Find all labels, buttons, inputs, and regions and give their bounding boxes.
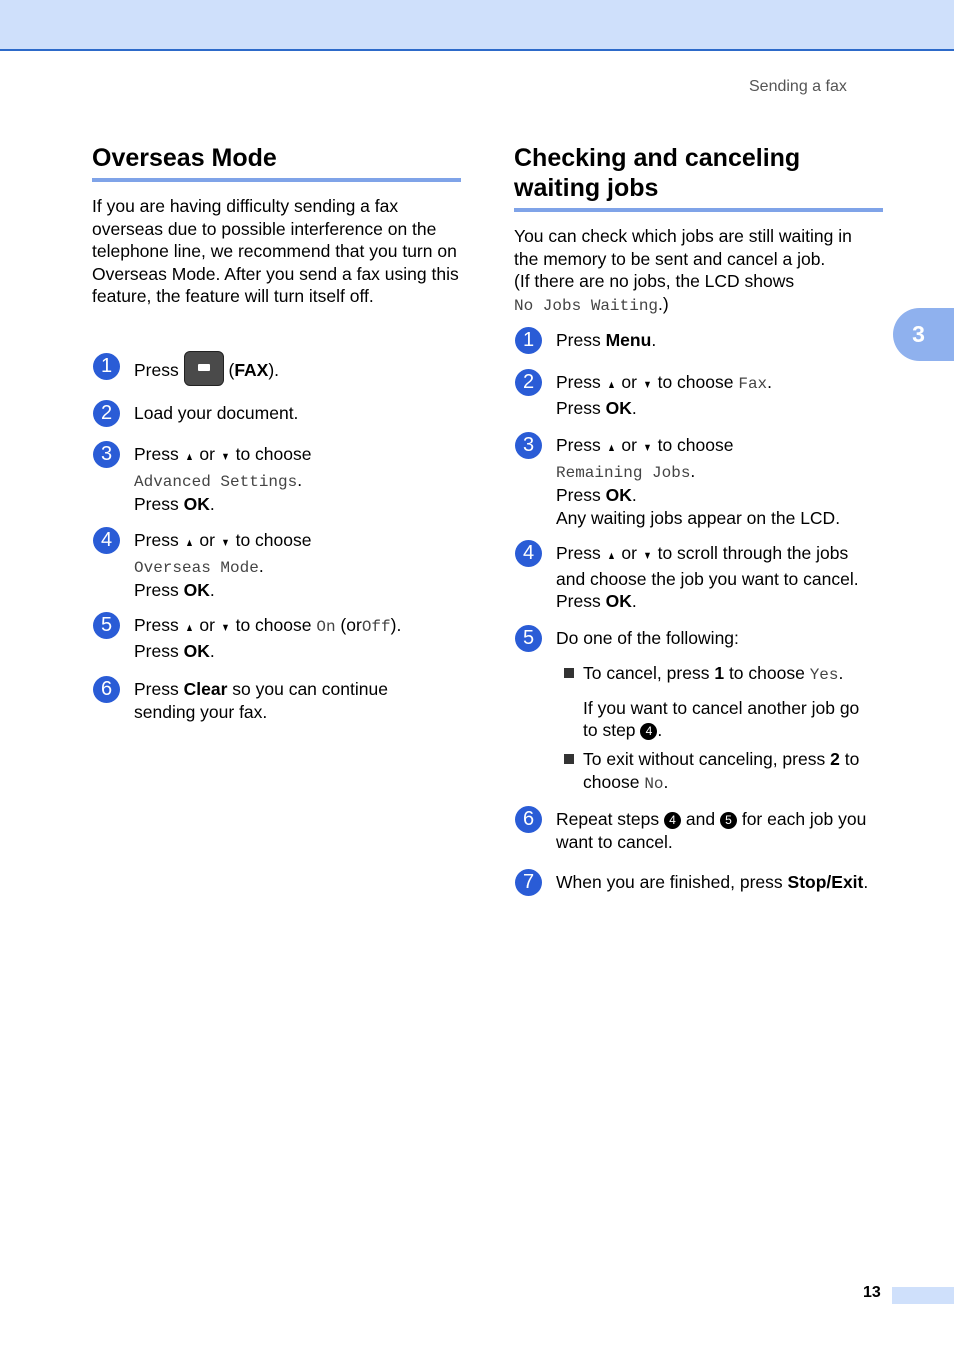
key-label: Clear bbox=[183, 679, 228, 699]
lcd-option: On bbox=[316, 618, 336, 636]
step-text: to choose bbox=[235, 530, 312, 550]
bullet-text: To exit without canceling, press bbox=[583, 749, 826, 769]
step-reference: 5 bbox=[720, 812, 737, 829]
step-text: Press bbox=[556, 372, 601, 392]
key-label: Stop/Exit bbox=[787, 872, 864, 892]
heading-rule bbox=[92, 178, 461, 182]
page-number: 13 bbox=[863, 1284, 881, 1301]
heading-line: waiting jobs bbox=[514, 174, 659, 202]
overseas-mode-heading: Overseas Mode bbox=[92, 144, 277, 172]
step-text: to choose bbox=[235, 615, 312, 635]
lcd-option: Overseas Mode bbox=[134, 558, 259, 577]
step-number: 4 bbox=[93, 527, 120, 554]
lcd-option: Fax bbox=[738, 375, 768, 393]
step-number: 3 bbox=[515, 432, 542, 459]
step-text: or bbox=[621, 435, 637, 455]
lcd-message: No Jobs Waiting bbox=[514, 296, 659, 315]
key-label: OK bbox=[605, 591, 632, 611]
up-arrow-icon: ▲ bbox=[184, 622, 194, 634]
step-text: so you can continue bbox=[232, 679, 388, 699]
intro-line: You can check which jobs are still waiting in bbox=[514, 226, 852, 246]
step-text: to choose bbox=[657, 372, 734, 392]
step-text: sending your fax. bbox=[134, 701, 268, 722]
down-arrow-icon: ▼ bbox=[642, 379, 652, 391]
up-arrow-icon: ▲ bbox=[606, 550, 616, 562]
step-number: 2 bbox=[515, 369, 542, 396]
step-text: Repeat steps bbox=[556, 809, 660, 829]
checking-jobs-heading bbox=[514, 143, 800, 203]
step-text: or bbox=[621, 543, 637, 563]
step-text: to scroll through the jobs bbox=[657, 543, 849, 563]
intro-line: (If there are no jobs, the LCD shows bbox=[514, 271, 795, 291]
heading-rule bbox=[514, 208, 883, 212]
bullet-text: choose bbox=[583, 771, 640, 792]
step-text: Press bbox=[556, 485, 601, 505]
heading-line: Checking and canceling bbox=[514, 144, 801, 172]
step-text: Do one of the following: bbox=[556, 628, 739, 648]
step-number: 1 bbox=[93, 353, 120, 380]
running-header: Sending a fax bbox=[749, 78, 847, 95]
key-label: OK bbox=[183, 494, 210, 514]
bullet-text: If you want to cancel another job go bbox=[583, 697, 860, 718]
key-label: OK bbox=[183, 580, 210, 600]
step-number: 6 bbox=[515, 806, 542, 833]
step-number: 4 bbox=[515, 540, 542, 567]
up-arrow-icon: ▲ bbox=[606, 379, 616, 391]
bullet-text: to step bbox=[583, 720, 636, 740]
key-label: FAX bbox=[234, 360, 269, 381]
fax-key-icon bbox=[184, 351, 224, 386]
key-label: 2 bbox=[830, 749, 840, 769]
step-text: want to cancel. bbox=[556, 831, 673, 852]
overseas-intro: If you are having difficulty sending a fax overseas due to possible interference on the telephone line, we recommend that you turn on Overseas Mode. After you send a fax using this feature, the feature will turn itself off. bbox=[92, 196, 459, 306]
step-text: Press bbox=[134, 615, 179, 635]
step-text: Press bbox=[134, 494, 179, 514]
down-arrow-icon: ▼ bbox=[642, 442, 652, 454]
step-number: 5 bbox=[515, 625, 542, 652]
down-arrow-icon: ▼ bbox=[220, 537, 230, 549]
lcd-option: Remaining Jobs bbox=[556, 463, 691, 482]
key-label: OK bbox=[605, 485, 632, 505]
step-number: 5 bbox=[93, 612, 120, 639]
step-text: Press bbox=[134, 640, 179, 661]
step-text: or bbox=[621, 372, 637, 392]
down-arrow-icon: ▼ bbox=[220, 622, 230, 634]
step-text: Press bbox=[556, 397, 601, 418]
lcd-option: Yes bbox=[809, 666, 839, 684]
step-text: Press bbox=[556, 591, 601, 611]
chapter-tab: 3 bbox=[893, 308, 954, 361]
step-text: Press bbox=[134, 530, 179, 550]
down-arrow-icon: ▼ bbox=[642, 550, 652, 562]
step-text: (or bbox=[340, 615, 362, 635]
step-text: to choose bbox=[657, 435, 734, 455]
bullet-text: to bbox=[844, 749, 860, 769]
step-text: or bbox=[199, 530, 215, 550]
lcd-option: No bbox=[644, 774, 664, 793]
step-text: and choose the job you want to cancel. bbox=[556, 568, 859, 589]
step-text: for each job you bbox=[741, 809, 867, 829]
bullet-square-icon bbox=[564, 668, 574, 678]
step-reference: 4 bbox=[640, 723, 657, 740]
header-bar bbox=[0, 0, 954, 51]
step-text: Press bbox=[134, 444, 179, 464]
step-text: Press bbox=[556, 330, 601, 350]
step-text: Press bbox=[134, 580, 179, 600]
step-text: Press bbox=[556, 543, 601, 563]
bullet-square-icon bbox=[564, 754, 574, 764]
step-text: or bbox=[199, 444, 215, 464]
step-number: 2 bbox=[93, 400, 120, 427]
step-text: Press bbox=[556, 435, 601, 455]
step-text: to choose bbox=[235, 444, 312, 464]
footer-bar bbox=[892, 1287, 954, 1304]
intro-line: the memory to be sent and cancel a job. bbox=[514, 248, 826, 269]
up-arrow-icon: ▲ bbox=[606, 442, 616, 454]
step-number: 6 bbox=[93, 676, 120, 703]
step-number: 3 bbox=[93, 441, 120, 468]
key-label: 1 bbox=[714, 663, 725, 683]
bullet-text: To cancel, press bbox=[583, 663, 710, 683]
bullet-text: to choose bbox=[728, 663, 805, 683]
key-label: OK bbox=[605, 397, 632, 418]
step-reference: 4 bbox=[664, 812, 681, 829]
step-text: Load your document. bbox=[134, 403, 299, 423]
step-text: Any waiting jobs appear on the LCD. bbox=[556, 507, 841, 528]
lcd-option: Advanced Settings bbox=[134, 472, 298, 491]
checking-intro: You can check which jobs are still waiting in the memory to be sent and cancel a job. (If there are no jobs, the LCD shows No Jobs Waiting.) bbox=[514, 226, 852, 315]
step-number: 1 bbox=[515, 327, 542, 354]
step-number: 7 bbox=[515, 869, 542, 896]
down-arrow-icon: ▼ bbox=[220, 451, 230, 463]
key-label: Menu bbox=[605, 330, 652, 350]
key-label: OK bbox=[183, 640, 210, 661]
up-arrow-icon: ▲ bbox=[184, 537, 194, 549]
step-text: Press bbox=[134, 360, 179, 381]
lcd-option: Off bbox=[361, 618, 391, 636]
step-text: When you are finished, press bbox=[556, 872, 783, 892]
step-text: and bbox=[685, 809, 716, 829]
step-text: or bbox=[199, 615, 215, 635]
step-text: Press bbox=[134, 679, 179, 699]
up-arrow-icon: ▲ bbox=[184, 451, 194, 463]
